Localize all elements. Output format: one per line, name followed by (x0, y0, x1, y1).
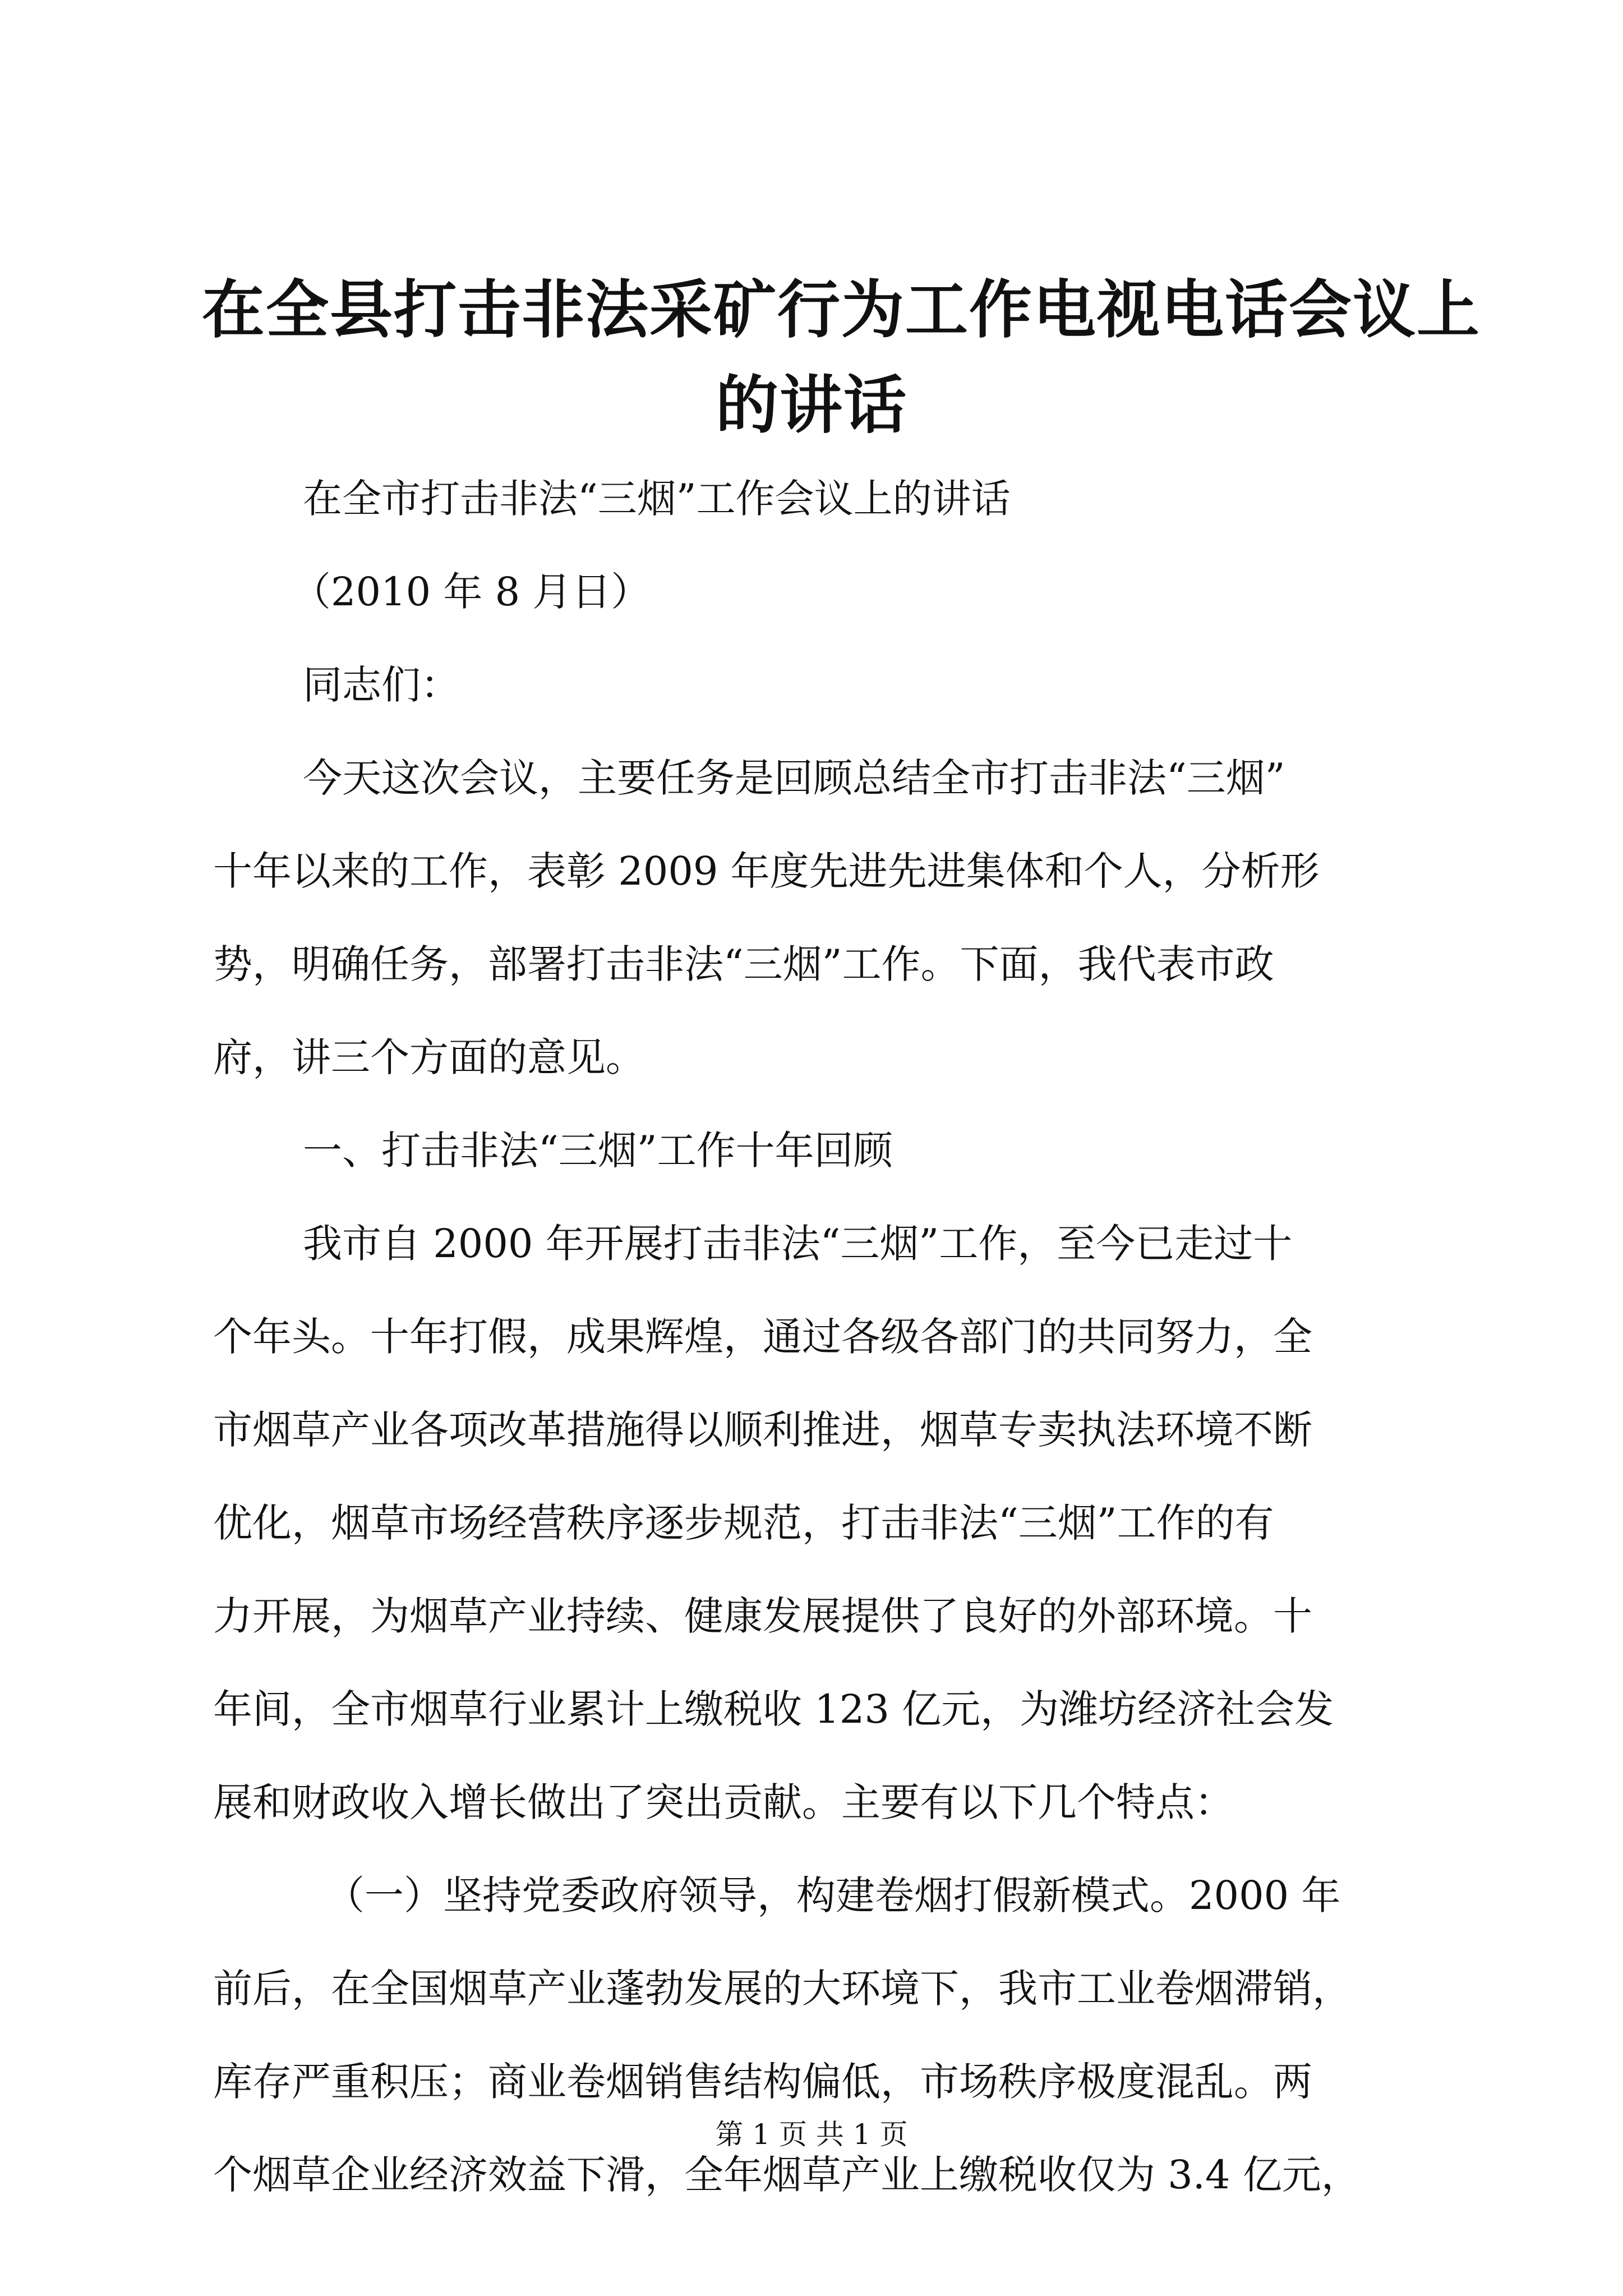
title-line: 的讲话 (716, 369, 907, 442)
document-body (213, 452, 1410, 2221)
text-line: 年间，全市烟草行业累计上缴税收 123 亿元，为潍坊经济社会发 (213, 1686, 1334, 1732)
text-line: 十年以来的工作，表彰 2009 年度先进先进集体和个人，分析形 (213, 848, 1320, 894)
paragraph-subsection-1 (213, 1849, 1410, 2221)
title-line: 在全县打击非法采矿行为工作电视电话会议上 (202, 273, 1481, 347)
speech-date: （2010 年 8 月日） (292, 569, 651, 615)
text-line: 个年头。十年打假，成果辉煌，通过各级各部门的共同努力，全 (213, 1314, 1312, 1360)
text-line: 市烟草产业各项改革措施得以顺利推进，烟草专卖执法环境不断 (213, 1407, 1312, 1453)
paragraph-review (213, 1197, 1410, 1849)
text-line: 前后，在全国烟草产业蓬勃发展的大环境下，我市工业卷烟滞销， (213, 1966, 1352, 2012)
text-line: 展和财政收入增长做出了突出贡献。主要有以下几个特点： (213, 1779, 1234, 1825)
text-line: 府，讲三个方面的意见。 (213, 1034, 645, 1080)
section-heading: 一、打击非法“三烟”工作十年回顾 (303, 1128, 893, 1174)
salutation: 同志们： (303, 662, 460, 708)
text-line: 势，明确任务，部署打击非法“三烟”工作。下面，我代表市政 (213, 941, 1274, 987)
text-line: 库存严重积压；商业卷烟销售结构偏低，市场秩序极度混乱。两 (213, 2059, 1312, 2105)
text-line: 力开展，为烟草产业持续、健康发展提供了良好的外部环境。十 (213, 1593, 1312, 1639)
text-line: 个烟草企业经济效益下滑，全年烟草产业上缴税收仅为 3.4 亿元， (213, 2152, 1361, 2198)
paragraph-intro (213, 731, 1410, 1104)
document-title (202, 263, 1481, 453)
text-line: 我市自 2000 年开展打击非法“三烟”工作，至今已走过十 (303, 1221, 1293, 1267)
text-line: （一）坚持党委政府领导，构建卷烟打假新模式。2000 年 (325, 1872, 1341, 1918)
page-footer: 第 1 页 共 1 页 (715, 2118, 908, 2151)
speech-subtitle: 在全市打击非法“三烟”工作会议上的讲话 (303, 476, 1011, 522)
text-line: 优化，烟草市场经营秩序逐步规范，打击非法“三烟”工作的有 (213, 1500, 1274, 1546)
text-line: 今天这次会议，主要任务是回顾总结全市打击非法“三烟” (303, 755, 1285, 801)
